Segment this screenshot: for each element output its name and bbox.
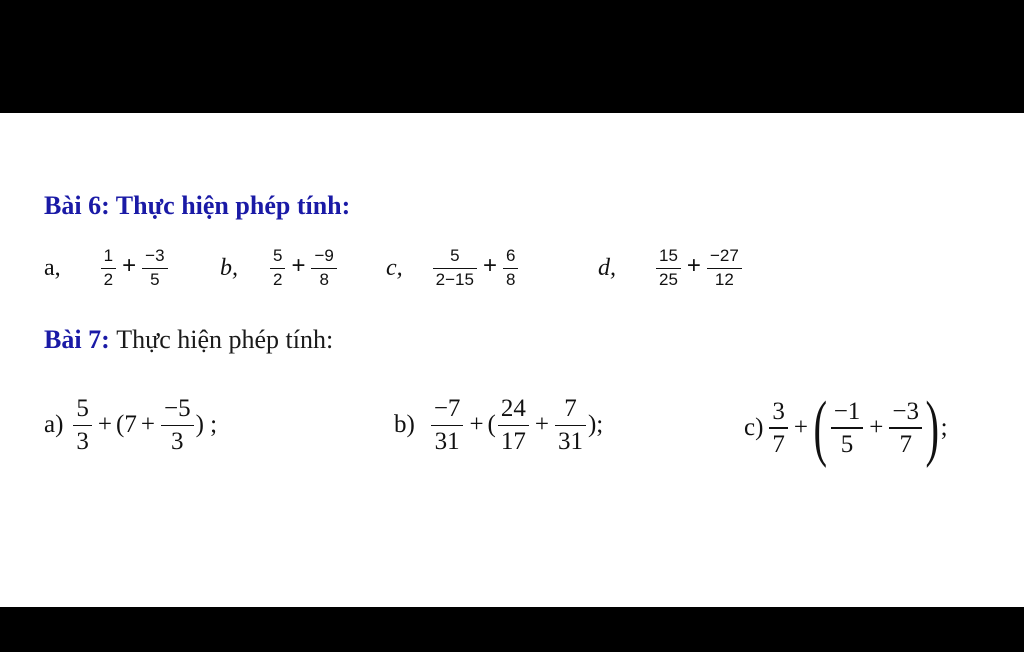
numerator: 24 xyxy=(500,395,526,422)
problem-label: b) xyxy=(394,411,415,439)
exercise-7-problems xyxy=(0,387,1024,469)
document-page xyxy=(0,113,1024,607)
numerator: 7 xyxy=(564,395,577,422)
problem-label: c, xyxy=(386,254,403,281)
numerator: 5 xyxy=(273,246,283,265)
problem-7b xyxy=(394,395,603,456)
plus-sign: + xyxy=(793,414,809,441)
plus-sign: + xyxy=(97,411,113,439)
expression xyxy=(268,247,339,290)
numerator: 1 xyxy=(103,246,114,265)
exercise-6-title xyxy=(44,191,350,221)
numerator: 15 xyxy=(659,246,678,265)
plus-sign: + xyxy=(686,251,701,279)
denominator: 12 xyxy=(714,270,734,290)
exercise-6-number: Bài 6: xyxy=(44,191,110,220)
denominator: 7 xyxy=(772,430,785,458)
expression xyxy=(431,247,521,290)
denominator: 2−15 xyxy=(435,270,474,290)
numerator: −9 xyxy=(314,246,334,265)
numerator: 5 xyxy=(76,395,89,422)
denominator: 5 xyxy=(150,270,160,290)
plus-sign: + xyxy=(869,414,884,441)
problem-label: a, xyxy=(44,254,61,281)
plus-sign: + xyxy=(482,251,497,279)
denominator: 17 xyxy=(500,428,526,455)
numerator: 5 xyxy=(450,246,460,265)
numerator: −1 xyxy=(833,397,861,425)
paren-open: (7 xyxy=(116,411,137,439)
denominator: 3 xyxy=(171,428,184,455)
plus-sign: + xyxy=(469,411,484,439)
problem-6b xyxy=(220,247,339,290)
exercise-7-number: Bài 7: xyxy=(44,325,110,354)
denominator: 31 xyxy=(434,428,460,455)
exercise-6-problems xyxy=(0,243,1024,303)
denominator: 2 xyxy=(273,270,283,290)
numerator: −7 xyxy=(433,395,461,422)
paren-open: ( xyxy=(487,411,496,439)
denominator: 8 xyxy=(319,270,329,290)
denominator: 5 xyxy=(840,430,854,458)
big-paren-open: ( xyxy=(813,387,828,469)
paren-close: ); xyxy=(587,411,604,439)
plus-sign: + xyxy=(534,411,549,439)
numerator: −3 xyxy=(145,246,165,265)
problem-7c xyxy=(744,387,948,469)
problem-label: a) xyxy=(44,411,64,439)
semicolon: ; xyxy=(940,414,948,441)
numerator: 3 xyxy=(772,397,785,425)
plus-sign: + xyxy=(122,251,137,279)
exercise-7-instruction: Thực hiện phép tính: xyxy=(116,325,334,354)
exercise-6-instruction: Thực hiện phép tính: xyxy=(115,191,351,220)
problem-7a xyxy=(44,395,217,456)
denominator: 31 xyxy=(557,428,583,455)
plus-sign: + xyxy=(140,411,155,439)
expression xyxy=(654,247,744,290)
problem-6a xyxy=(44,247,170,290)
denominator: 7 xyxy=(899,430,912,458)
denominator: 25 xyxy=(659,270,678,290)
numerator: −3 xyxy=(892,397,920,425)
exercise-7-title xyxy=(44,325,333,355)
problem-label: b, xyxy=(220,254,238,281)
plus-sign: + xyxy=(291,251,306,279)
problem-6c xyxy=(386,247,520,290)
problem-label: d, xyxy=(598,254,616,281)
problem-6d xyxy=(598,247,744,290)
denominator: 2 xyxy=(103,270,114,290)
numerator: −5 xyxy=(163,395,191,422)
numerator: 6 xyxy=(505,246,516,265)
denominator: 3 xyxy=(76,428,89,455)
paren-close: ) ; xyxy=(195,411,218,439)
big-paren-close: ) xyxy=(925,387,940,469)
expression xyxy=(99,247,170,290)
denominator: 8 xyxy=(505,270,516,290)
problem-label: c) xyxy=(744,414,764,441)
numerator: −27 xyxy=(709,246,739,265)
